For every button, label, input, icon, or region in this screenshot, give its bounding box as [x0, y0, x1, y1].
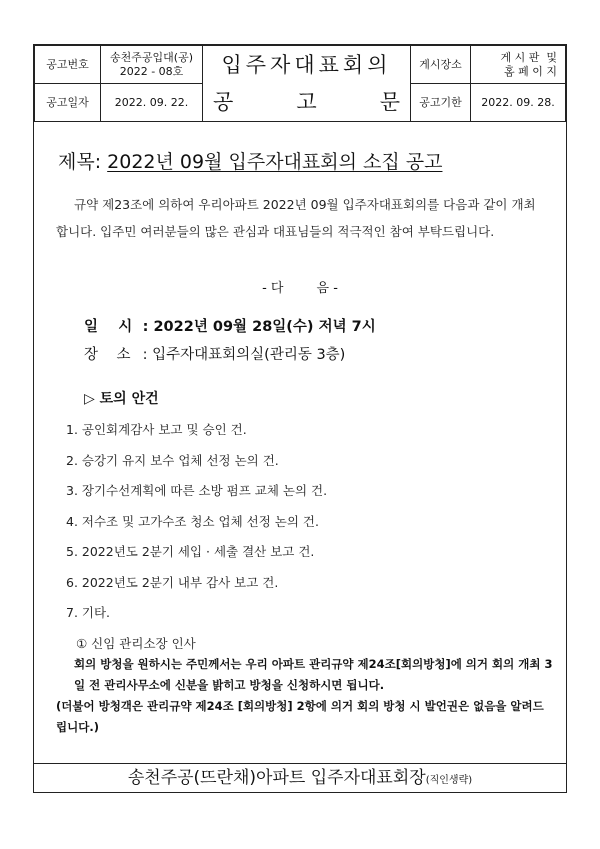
agenda-item: 7. 기타.: [66, 605, 111, 620]
header-table: [34, 45, 566, 122]
agenda-item: 1. 공인회계감사 보고 및 승인 건.: [66, 422, 247, 437]
agenda-heading: ▷ 토의 안건: [84, 391, 159, 407]
deadline-value: 2022. 09. 28.: [471, 84, 566, 122]
notice-number-value: 송천주공입대(공) 2022 - 08호: [101, 46, 203, 84]
meeting-place: 장 소 : 입주자대표회의실(관리동 3층): [84, 347, 346, 363]
post-place-label: 게시장소: [411, 46, 471, 84]
notice-subject-text: 2022년 09월 입주자대표회의 소집 공고: [107, 151, 443, 173]
agenda-list: [66, 415, 327, 659]
meeting-time: 일 시 : 2022년 09월 28일(수) 저녁 7시: [84, 319, 376, 335]
document-title-top: 입주자대표회의: [203, 46, 411, 84]
agenda-item: 4. 저수조 및 고가수조 청소 업체 선정 논의 건.: [66, 513, 319, 529]
notice-subject: 제목: 2022년 09월 입주자대표회의 소집 공고: [58, 151, 443, 173]
agenda-item: 3. 장기수선계획에 따른 소방 펌프 교체 논의 건.: [66, 483, 328, 498]
agenda-sub-item: ① 신임 관리소장 인사: [76, 635, 196, 651]
notice-frame: [33, 44, 567, 793]
intro-paragraph: 규약 제23조에 의하여 우리아파트 2022년 09월 입주자대표회의를 다음과 같이 개최 합니다. 입주민 여러분들의 많은 관심과 대표님들의 적극적인 참여 부탁드립니다.: [56, 197, 536, 239]
document-title-bottom: 공 고 문: [203, 84, 411, 122]
post-place-value: 게 시 판 및 홈 페 이 지: [471, 46, 566, 84]
agenda-item: 6. 2022년도 2분기 내부 감사 보고 건.: [66, 574, 279, 590]
notice-date-value: 2022. 09. 22.: [101, 84, 203, 122]
agenda-item: 2. 승강기 유지 보수 업체 선정 논의 건.: [66, 452, 279, 468]
agenda-item: 5. 2022년도 2분기 세입 · 세출 결산 보고 건.: [66, 544, 315, 559]
notice-number-label: 공고번호: [35, 46, 101, 84]
signature-footer: 송천주공(뜨란채)아파트 입주자대표회장(직인생략): [127, 768, 473, 788]
da-eum-separator: - 다 음 -: [262, 281, 338, 296]
deadline-label: 공고기한: [411, 84, 471, 122]
observer-notice: 회의 방청을 원하시는 주민께서는 우리 아파트 관리규약 제24조[회의방청]에 의거 회의 개최 3일 전 관리사무소에 신분을 밝히고 방청을 신청하시면 됩니다. (더불어 방청객은 관리규약 제24조 [회의방청] 2항에 의거 회의 방청 시 발언권은 없음을 알려드립니다.): [56, 657, 553, 734]
notice-date-label: 공고일자: [35, 84, 101, 122]
